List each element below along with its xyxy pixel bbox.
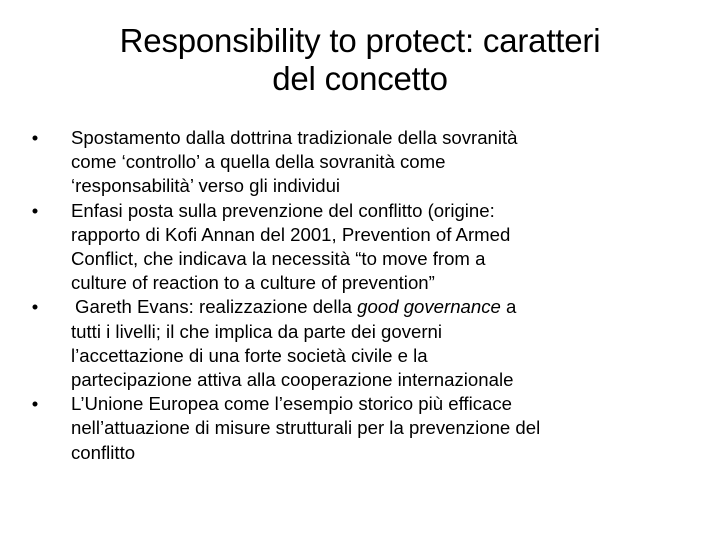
bullet-3-line-1-post: a [500,296,517,318]
bullet-4-line-1: L’Unione Europea come l’esempio storico più efficace [71,393,512,415]
bullet-item-sovereignty [30,126,700,199]
bullet-list [30,126,700,465]
bullet-4-line-2: nell’attuazione di misure strutturali per la prevenzione del [71,417,541,439]
bullet-2-line-3: Conflict, che indicava la necessità “to move from a [71,248,486,270]
bullet-2-line-2: rapporto di Kofi Annan del 2001, Prevention of Armed [71,223,511,245]
bullet-item-prevention [30,199,700,296]
bullet-1-line-2: come ‘controllo’ a quella della sovranità come [71,151,446,173]
title-line-2: del concetto [272,60,448,97]
bullet-3-line-1-pre: Gareth Evans: realizzazione della [75,296,358,318]
bullet-item-european-union [30,392,700,465]
slide-title [40,22,680,98]
bullet-marker: • [31,393,39,415]
bullet-marker: • [31,127,39,148]
bullet-marker: • [31,199,39,221]
bullet-item-good-governance [30,295,700,392]
bullet-2-line-1: Enfasi posta sulla prevenzione del conflitto (origine: [71,199,495,221]
bullet-3-line-4: partecipazione attiva alla cooperazione internazionale [71,369,514,391]
bullet-1-line-3: ‘responsabilità’ verso gli individui [71,175,341,197]
bullet-marker: • [31,296,39,318]
bullet-4-line-3: conflitto [71,441,136,463]
bullet-3-line-3: l’accettazione di una forte società civile e la [71,344,428,366]
bullet-3-line-2: tutti i livelli; il che implica da parte dei governi [71,320,443,342]
bullet-3-italic-term: good governance [357,296,501,318]
title-line-1: Responsibility to protect: caratteri [119,22,601,59]
bullet-2-line-4: culture of reaction to a culture of prevention” [71,272,435,294]
bullet-1-line-1: Spostamento dalla dottrina tradizionale della sovranità [71,127,518,148]
bullet-3-line-1 [71,295,700,319]
